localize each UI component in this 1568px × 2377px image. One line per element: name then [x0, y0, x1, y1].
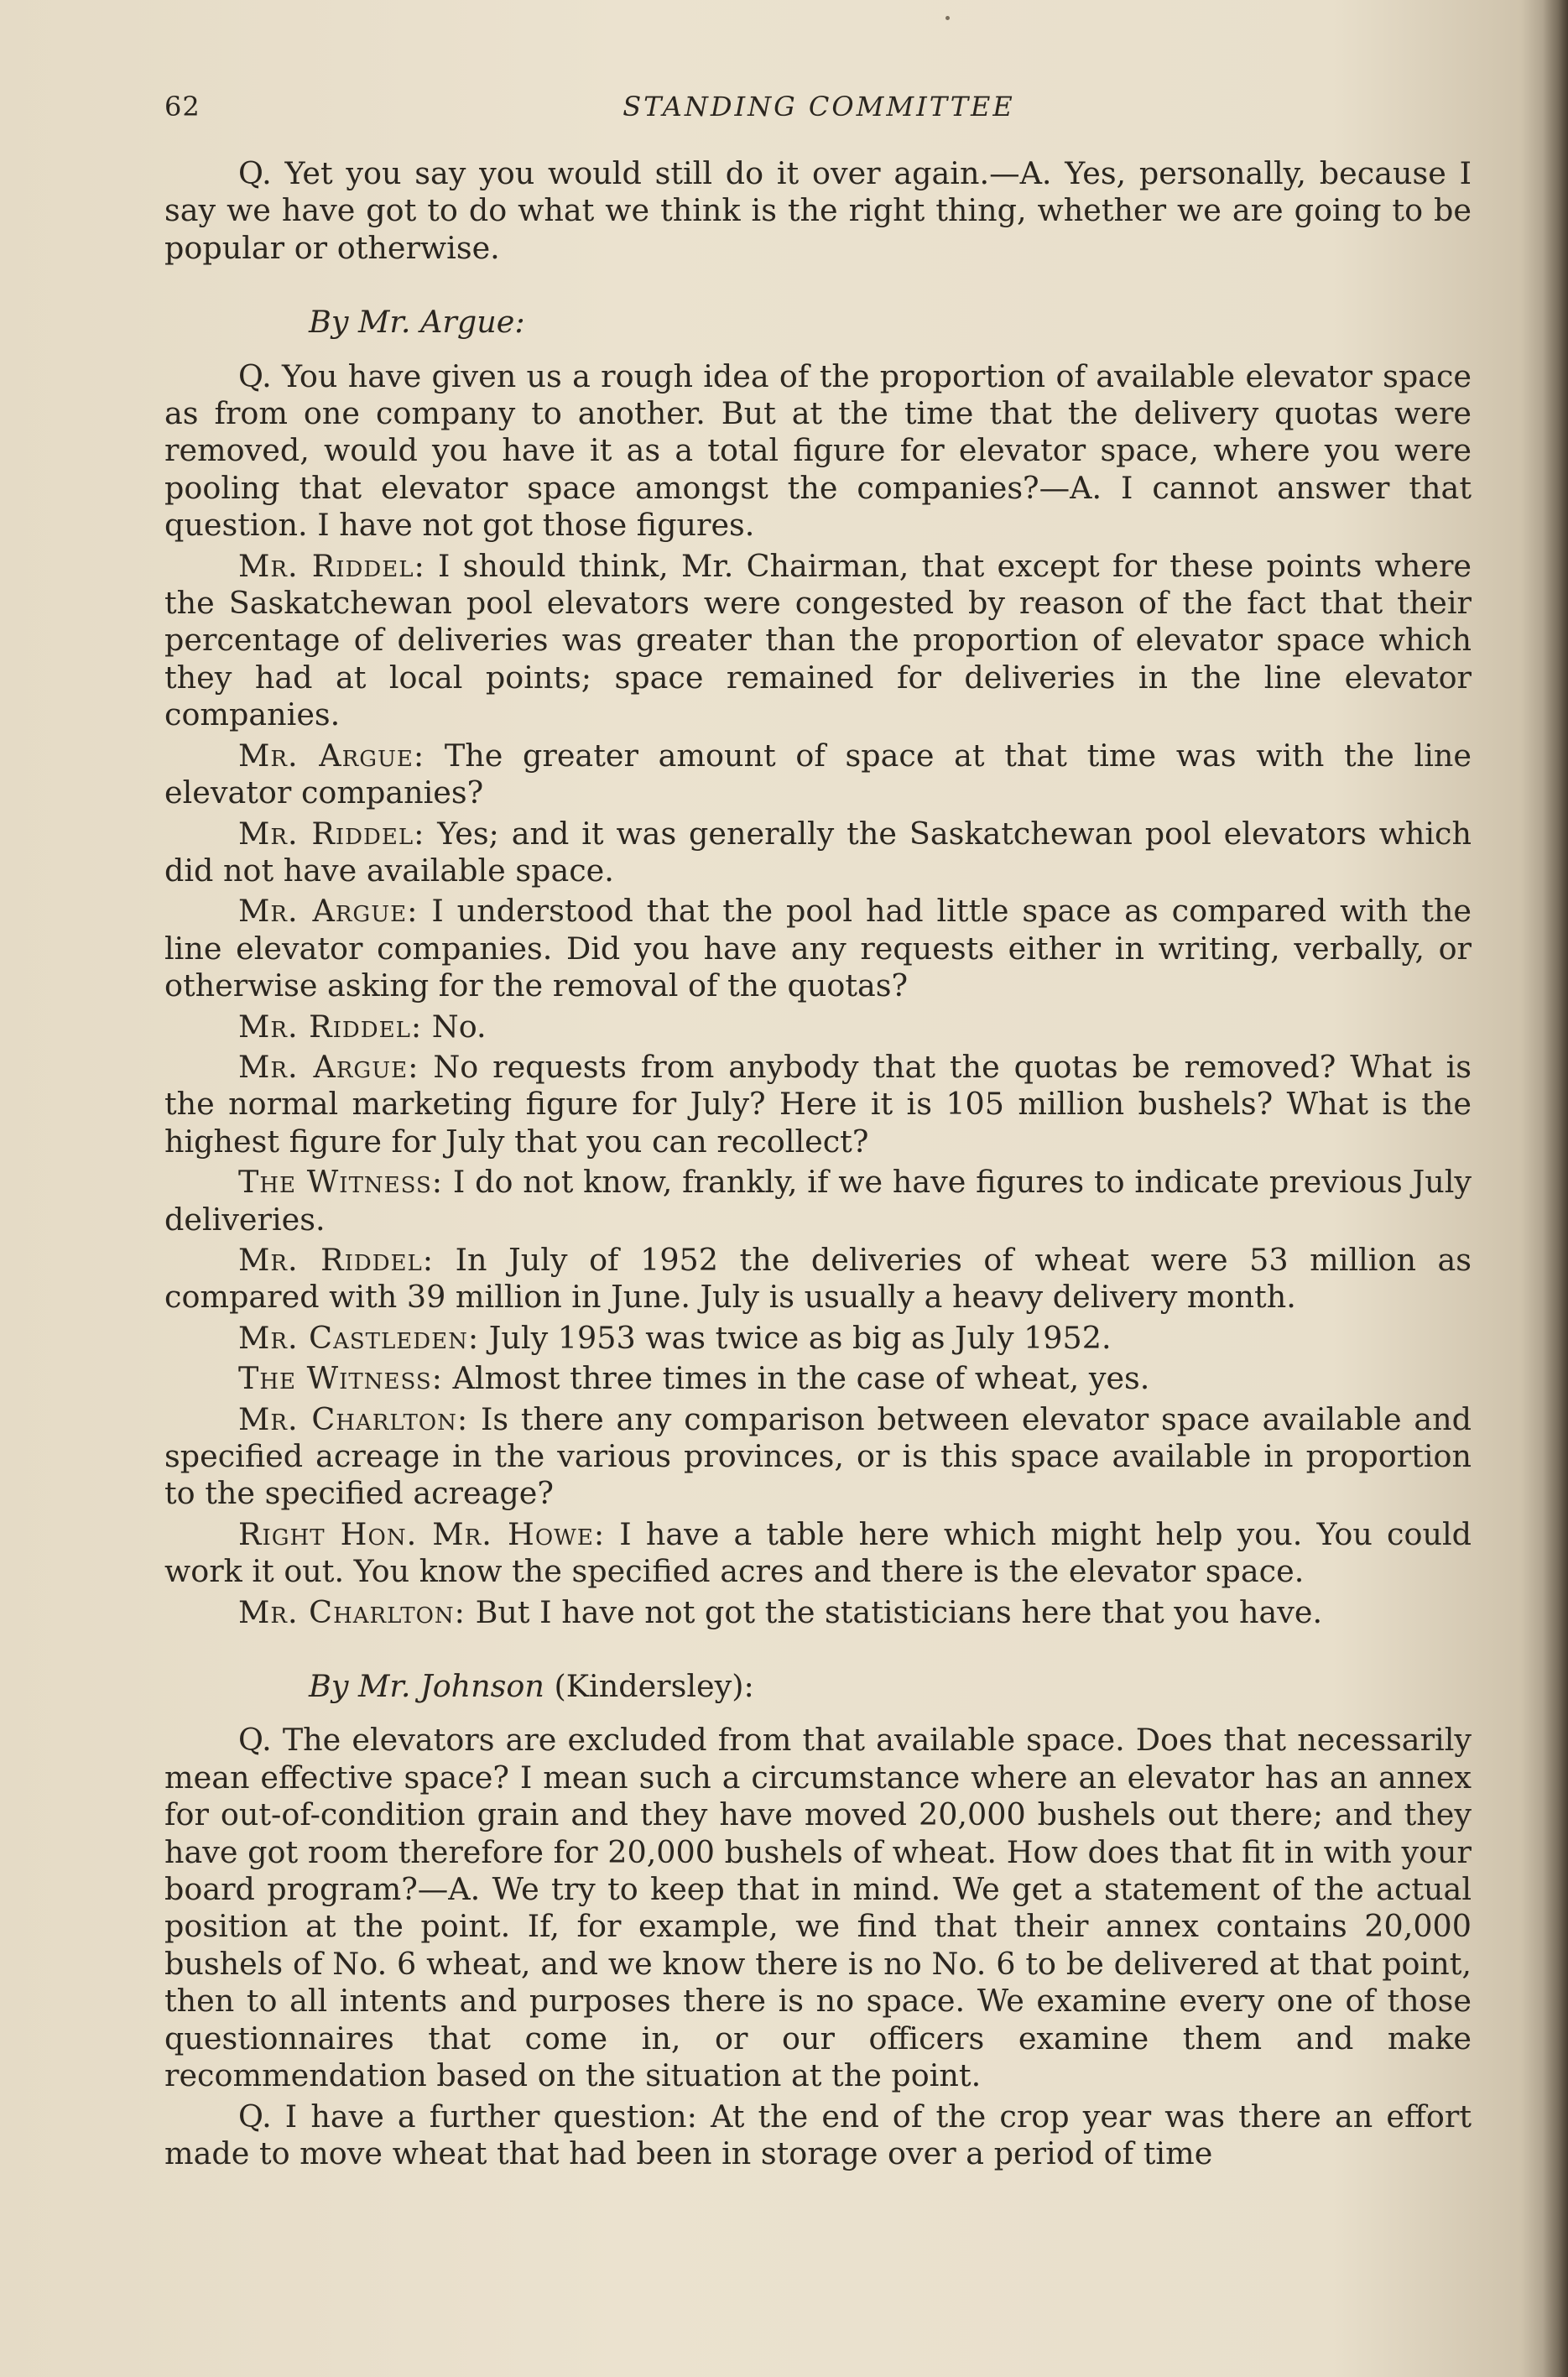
- speaker-name: Mr. Riddel:: [238, 547, 425, 584]
- paragraph-text: Almost three times in the case of wheat, yes.: [452, 1360, 1150, 1397]
- speaker-name: Mr. Riddel:: [238, 1008, 423, 1045]
- speaker-name: Mr. Charlton:: [238, 1400, 469, 1437]
- paragraph-text: July 1953 was twice as big as July 1952.: [488, 1319, 1112, 1356]
- speaker-paragraph: [164, 1164, 1472, 1238]
- paragraph-text: Q. Yet you say you would still do it over again.—A. Yes, personally, because I say we have got to do what we think is the right thing, whether we are going to be popular or otherwise.: [164, 155, 1472, 266]
- question-answer-paragraph: [164, 358, 1472, 545]
- byline-label: By Mr. Argue:: [309, 304, 525, 341]
- page-edge-shadow: [1543, 0, 1568, 2377]
- page-header: [164, 91, 1473, 128]
- paragraph-text: I do not know, frankly, if we have figures to indicate previous July deliveries.: [164, 1164, 1472, 1238]
- paragraph-text: Yes; and it was generally the Saskatchewan pool elevators which did not have available space.: [164, 815, 1472, 889]
- speaker-paragraph: [164, 1360, 1472, 1397]
- speaker-name: The Witness:: [238, 1360, 443, 1397]
- speaker-paragraph: [164, 1516, 1472, 1591]
- page-number: 62: [164, 91, 201, 122]
- speaker-name: Right Hon. Mr. Howe:: [238, 1515, 606, 1552]
- transcript-body: [164, 155, 1472, 2176]
- speaker-paragraph: [164, 816, 1472, 890]
- questioner-byline: [164, 1668, 1472, 1705]
- speaker-paragraph: [164, 548, 1472, 734]
- paragraph-text: Q. You have given us a rough idea of the proportion of available elevator space as from one company to another. But at the time that the delivery quotas were removed, would you have it as a total figure for elevator space, where you were pooling that elevator space amongst the companies?—A. I cannot answer that question. I have not got those figures.: [164, 357, 1472, 544]
- paragraph-text: But I have not got the statisticians here that you have.: [475, 1593, 1323, 1630]
- speaker-name: Mr. Riddel:: [238, 815, 425, 852]
- speaker-name: Mr. Argue:: [238, 1048, 419, 1085]
- question-answer-paragraph: [164, 155, 1472, 267]
- paragraph-text: In July of 1952 the deliveries of wheat were 53 million as compared with 39 million in June. July is usually a heavy delivery month.: [164, 1241, 1472, 1316]
- paragraph-text: Q. The elevators are excluded from that available space. Does that necessarily mean effective space? I mean such a circumstance where an elevator has an annex for out-of-condition grain and they have moved 20,000 bushels out there; and they have got room therefore for 20,000 bushels of wheat. How does that fit in with your board program?—A. We try to keep that in mind. We get a statement of the actual position at the point. If, for example, we find that their annex contains 20,000 bushels of No. 6 wheat, and we know there is no No. 6 to be delivered at that point, then to all intents and purposes there is no space. We examine every one of those questionnaires that come in, or our officers examine them and make recommendation based on the situation at the point.: [164, 1722, 1472, 2094]
- speaker-name: Mr. Castleden:: [238, 1319, 480, 1356]
- speaker-name: Mr. Argue:: [238, 893, 419, 930]
- speaker-name: Mr. Riddel:: [238, 1241, 435, 1278]
- paragraph-text: I understood that the pool had little space as compared with the line elevator companies. Did you have any requests either in writing, verbally, or otherwise asking for the removal of the quotas?: [164, 893, 1472, 1004]
- paragraph-text: I have a table here which might help you. You could work it out. You know the specified acres and there is the elevator space.: [164, 1515, 1472, 1590]
- speaker-paragraph: [164, 738, 1472, 812]
- paragraph-text: I should think, Mr. Chairman, that except for these points where the Saskatchewan pool elevators were congested by reason of the fact that their percentage of deliveries was greater than the proportion of elevator space which they had at local points; space remained for deliveries in the line elevator companies.: [164, 547, 1472, 733]
- ink-speck: [945, 16, 950, 20]
- speaker-paragraph: [164, 1242, 1472, 1316]
- paragraph-text: No requests from anybody that the quotas be removed? What is the normal marketing figure for July? Here it is 105 million bushels? What is the highest figure for July that you can recollect?: [164, 1048, 1472, 1160]
- speaker-paragraph: [164, 1594, 1472, 1631]
- questioner-byline: [164, 304, 1472, 341]
- paragraph-text: The greater amount of space at that time was with the line elevator companies?: [164, 737, 1472, 811]
- speaker-name: Mr. Charlton:: [238, 1593, 466, 1630]
- paragraph-text: Is there any comparison between elevator space available and specified acreage in the various provinces, or is this space available in proportion to the specified acreage?: [164, 1400, 1472, 1512]
- question-answer-paragraph: [164, 1722, 1472, 2094]
- running-head: STANDING COMMITTEE: [623, 91, 1015, 122]
- paragraph-text: Q. I have a further question: At the end of the crop year was there an effort made to move wheat that had been in storage over a period of time: [164, 2098, 1472, 2171]
- speaker-paragraph: [164, 1320, 1472, 1357]
- speaker-paragraph: [164, 1401, 1472, 1513]
- speaker-paragraph: [164, 1049, 1472, 1160]
- speaker-name: Mr. Argue:: [238, 737, 425, 774]
- byline-label: By Mr. Johnson: [309, 1668, 544, 1705]
- speaker-name: The Witness:: [238, 1164, 444, 1201]
- speaker-paragraph: [164, 893, 1472, 1004]
- paragraph-text: No.: [431, 1008, 487, 1045]
- question-answer-paragraph: [164, 2098, 1472, 2173]
- speaker-paragraph: [164, 1009, 1472, 1045]
- byline-constituency: (Kindersley):: [554, 1668, 754, 1705]
